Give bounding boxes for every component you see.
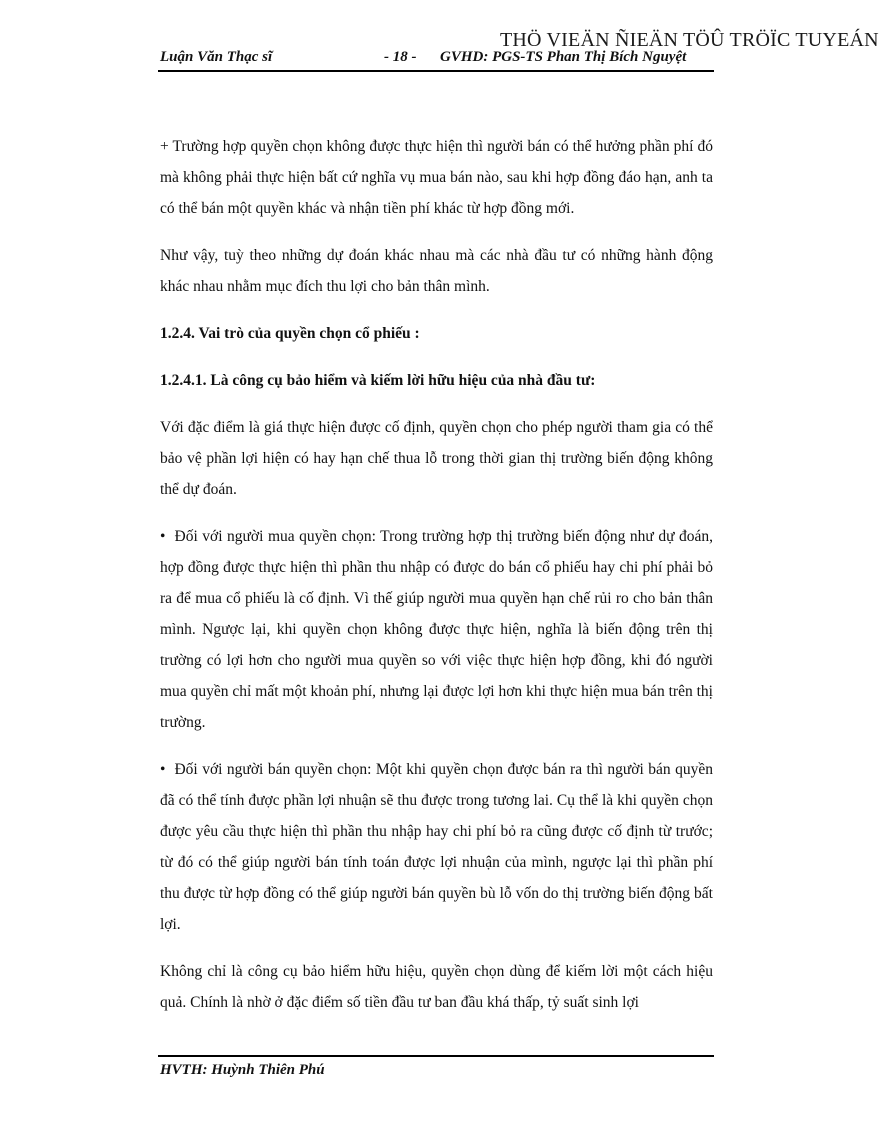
footer-author: HVTH: Huỳnh Thiên Phú	[160, 1062, 325, 1078]
section-heading: 1.2.4. Vai trò của quyền chọn cổ phiếu :	[160, 325, 420, 342]
page-number: - 18 -	[384, 49, 417, 65]
bullet-text: Đối với người bán quyền chọn: Một khi quyền chọn được bán ra thì người bán quyền đã có thể tính được phần lợi nhuận sẽ thu được trong tương lai. Cụ thể là khi quyền chọn được yêu cầu thực hiện thì phần thu nhập hay chi phí bỏ ra cũng được cố định từ trước; từ đó có thể giúp người bán tính toán được lợi nhuận của mình, ngược lại thì phần phí thu được từ hợp đồng có thể giúp người bán quyền bù lỗ vốn do thị trường biến động bất lợi.	[160, 761, 714, 933]
header-thesis-type: Luận Văn Thạc sĩ	[160, 49, 273, 65]
paragraph: + Trường hợp quyền chọn không được thực hiện thì người bán có thể hưởng phần phí đó mà không phải thực hiện bất cứ nghĩa vụ mua bán nào, sau khi hợp đồng đáo hạn, anh ta có thể bán một quyền khác và nhận tiền phí khác từ hợp đồng mới.	[160, 138, 713, 217]
paragraph: Với đặc điểm là giá thực hiện được cố định, quyền chọn cho phép người tham gia có thể bảo vệ phần lợi hiện có hay hạn chế thua lỗ trong thời gian thị trường biến động không thể dự đoán.	[160, 419, 713, 498]
bullet-icon: •	[160, 761, 166, 778]
subsection-heading: 1.2.4.1. Là công cụ bảo hiểm và kiếm lời hữu hiệu của nhà đầu tư:	[160, 372, 596, 389]
footer-divider	[158, 1055, 714, 1057]
header-supervisor: GVHD: PGS-TS Phan Thị Bích Nguyệt	[440, 49, 687, 65]
document-body	[160, 131, 713, 1034]
bullet-icon: •	[160, 528, 166, 545]
watermark-text: THÖ VIEÄN ÑIEÄN TÖÛ TRÖÏC TUYEÁN	[500, 29, 879, 51]
paragraph: Không chỉ là công cụ bảo hiểm hữu hiệu, quyền chọn dùng để kiếm lời một cách hiệu quả. Chính là nhờ ở đặc điểm số tiền đầu tư ban đầu khá thấp, tỷ suất sinh lợi	[160, 963, 713, 1011]
page-header	[158, 49, 714, 69]
bullet-text: Đối với người mua quyền chọn: Trong trường hợp thị trường biến động như dự đoán, hợp đồng được thực hiện thì phần thu nhập có được do bán cổ phiếu hay chi phí phải bỏ ra để mua cổ phiếu là cố định. Vì thế giúp người mua quyền hạn chế rủi ro cho bản thân mình. Ngược lại, khi quyền chọn không được thực hiện, nghĩa là biến động trên thị trường có lợi hơn cho người mua quyền so với việc thực hiện hợp đồng, khi đó người mua quyền chỉ mất một khoản phí, nhưng lại được lợi hơn khi thực hiện mua bán trên thị trường.	[160, 528, 713, 731]
bullet-paragraph	[160, 521, 713, 738]
paragraph: Như vậy, tuỳ theo những dự đoán khác nhau mà các nhà đầu tư có những hành động khác nhau nhằm mục đích thu lợi cho bản thân mình.	[160, 247, 713, 295]
header-divider	[158, 70, 714, 72]
bullet-paragraph	[160, 754, 713, 940]
